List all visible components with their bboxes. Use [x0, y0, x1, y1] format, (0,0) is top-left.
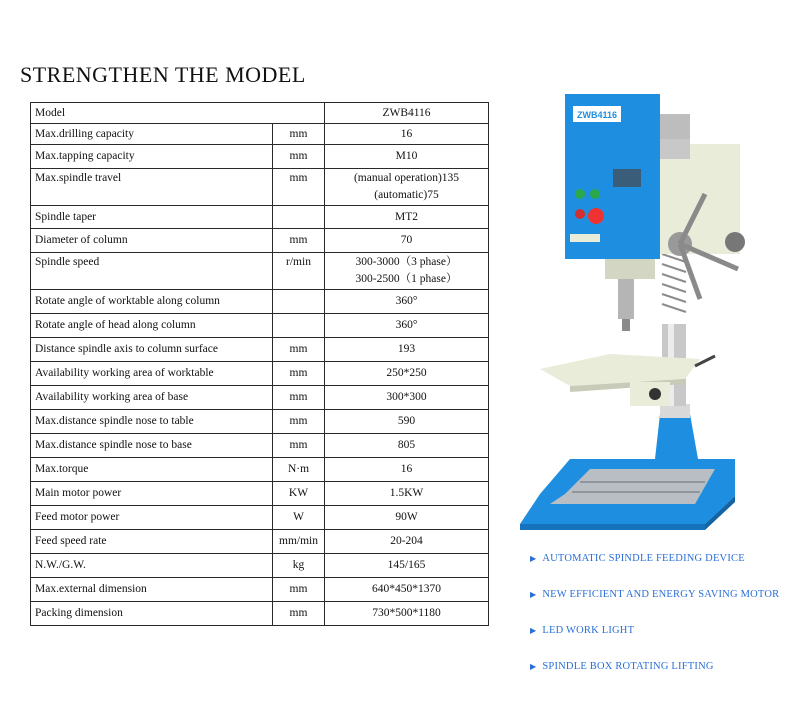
row-name: Max.distance spindle nose to base: [31, 434, 273, 458]
row-name: Max.torque: [31, 458, 273, 482]
row-name: N.W./G.W.: [31, 554, 273, 578]
table-row: [31, 169, 489, 206]
table-row: [31, 229, 489, 253]
page-title: STRENGTHEN THE MODEL: [20, 62, 306, 87]
row-value: 70: [325, 229, 489, 253]
row-name: Max.drilling capacity: [31, 124, 273, 145]
row-unit: [273, 290, 325, 314]
row-unit: mm: [273, 362, 325, 386]
table-row: [31, 338, 489, 362]
row-name: Distance spindle axis to column surface: [31, 338, 273, 362]
row-name: Max.external dimension: [31, 578, 273, 602]
column-pedestal: [655, 404, 698, 459]
row-value-line1: 300-3000（3 phase）: [355, 256, 458, 268]
row-value: 640*450*1370: [325, 578, 489, 602]
base: [520, 459, 735, 530]
triangle-bullet-icon: ▶: [530, 590, 537, 599]
table-row: [31, 386, 489, 410]
row-unit: mm: [273, 124, 325, 145]
feature-item: [530, 661, 788, 697]
row-name: Max.distance spindle nose to table: [31, 410, 273, 434]
row-name: Rotate angle of head along column: [31, 314, 273, 338]
table-row: [31, 506, 489, 530]
row-unit: KW: [273, 482, 325, 506]
header-name: Model: [31, 103, 325, 124]
row-value: 360°: [325, 290, 489, 314]
triangle-bullet-icon: ▶: [530, 626, 537, 635]
row-value: M10: [325, 145, 489, 169]
feature-item: [530, 553, 788, 589]
triangle-bullet-icon: ▶: [530, 662, 537, 671]
row-name: Max.tapping capacity: [31, 145, 273, 169]
row-value-line2: (automatic)75: [374, 189, 439, 201]
row-value: 90W: [325, 506, 489, 530]
table-row: [31, 253, 489, 290]
control-box: [565, 94, 660, 259]
row-name: Availability working area of base: [31, 386, 273, 410]
row-name: Max.spindle travel: [31, 169, 273, 206]
row-unit: W: [273, 506, 325, 530]
feature-item: [530, 589, 788, 625]
row-unit: r/min: [273, 253, 325, 290]
header-model-value: ZWB4116: [325, 103, 489, 124]
row-name: Diameter of column: [31, 229, 273, 253]
row-unit: mm: [273, 578, 325, 602]
row-name: Main motor power: [31, 482, 273, 506]
row-name: Spindle taper: [31, 206, 273, 229]
row-name: Rotate angle of worktable along column: [31, 290, 273, 314]
row-value-line1: (manual operation)135: [353, 172, 460, 184]
row-value: 1.5KW: [325, 482, 489, 506]
feature-list: [530, 553, 788, 697]
table-row: [31, 530, 489, 554]
feature-label: LED WORK LIGHT: [542, 625, 635, 636]
row-name: Packing dimension: [31, 602, 273, 626]
row-unit: N·m: [273, 458, 325, 482]
row-unit: [273, 314, 325, 338]
feature-label: SPINDLE BOX ROTATING LIFTING: [542, 661, 714, 672]
row-unit: mm/min: [273, 530, 325, 554]
row-unit: mm: [273, 145, 325, 169]
feature-label: NEW EFFICIENT AND ENERGY SAVING MOTOR: [542, 589, 780, 600]
worktable: [540, 354, 715, 406]
row-unit: mm: [273, 169, 325, 206]
table-header-row: [31, 103, 489, 124]
machine-model-label: ZWB4116: [576, 110, 618, 120]
table-row: [31, 124, 489, 145]
row-value: 730*500*1180: [325, 602, 489, 626]
row-unit: mm: [273, 338, 325, 362]
row-unit: mm: [273, 410, 325, 434]
row-unit: mm: [273, 602, 325, 626]
row-value: 300*300: [325, 386, 489, 410]
feature-label: AUTOMATIC SPINDLE FEEDING DEVICE: [542, 553, 745, 564]
row-name: Feed speed rate: [31, 530, 273, 554]
feature-item: [530, 625, 788, 661]
row-value: [325, 253, 489, 290]
row-value: 193: [325, 338, 489, 362]
table-row: [31, 458, 489, 482]
table-row: [31, 290, 489, 314]
row-name: Feed motor power: [31, 506, 273, 530]
row-name: Availability working area of worktable: [31, 362, 273, 386]
spec-table: [30, 102, 489, 626]
row-name: Spindle speed: [31, 253, 273, 290]
row-value: [325, 169, 489, 206]
table-row: [31, 482, 489, 506]
row-value: 805: [325, 434, 489, 458]
table-row: [31, 410, 489, 434]
row-unit: mm: [273, 229, 325, 253]
table-row: [31, 145, 489, 169]
row-value: MT2: [325, 206, 489, 229]
row-value: 360°: [325, 314, 489, 338]
table-row: [31, 554, 489, 578]
row-value: 250*250: [325, 362, 489, 386]
table-row: [31, 434, 489, 458]
row-unit: mm: [273, 434, 325, 458]
row-value: 20-204: [325, 530, 489, 554]
drill-press-image: [510, 84, 790, 534]
table-row: [31, 578, 489, 602]
table-row: [31, 362, 489, 386]
row-unit: [273, 206, 325, 229]
triangle-bullet-icon: ▶: [530, 554, 537, 563]
row-value: 16: [325, 458, 489, 482]
row-value: 145/165: [325, 554, 489, 578]
table-row: [31, 314, 489, 338]
row-value-line2: 300-2500（1 phase）: [355, 273, 458, 285]
table-row: [31, 206, 489, 229]
spindle: [618, 279, 634, 331]
row-value: 16: [325, 124, 489, 145]
row-unit: kg: [273, 554, 325, 578]
table-row: [31, 602, 489, 626]
row-value: 590: [325, 410, 489, 434]
row-unit: mm: [273, 386, 325, 410]
